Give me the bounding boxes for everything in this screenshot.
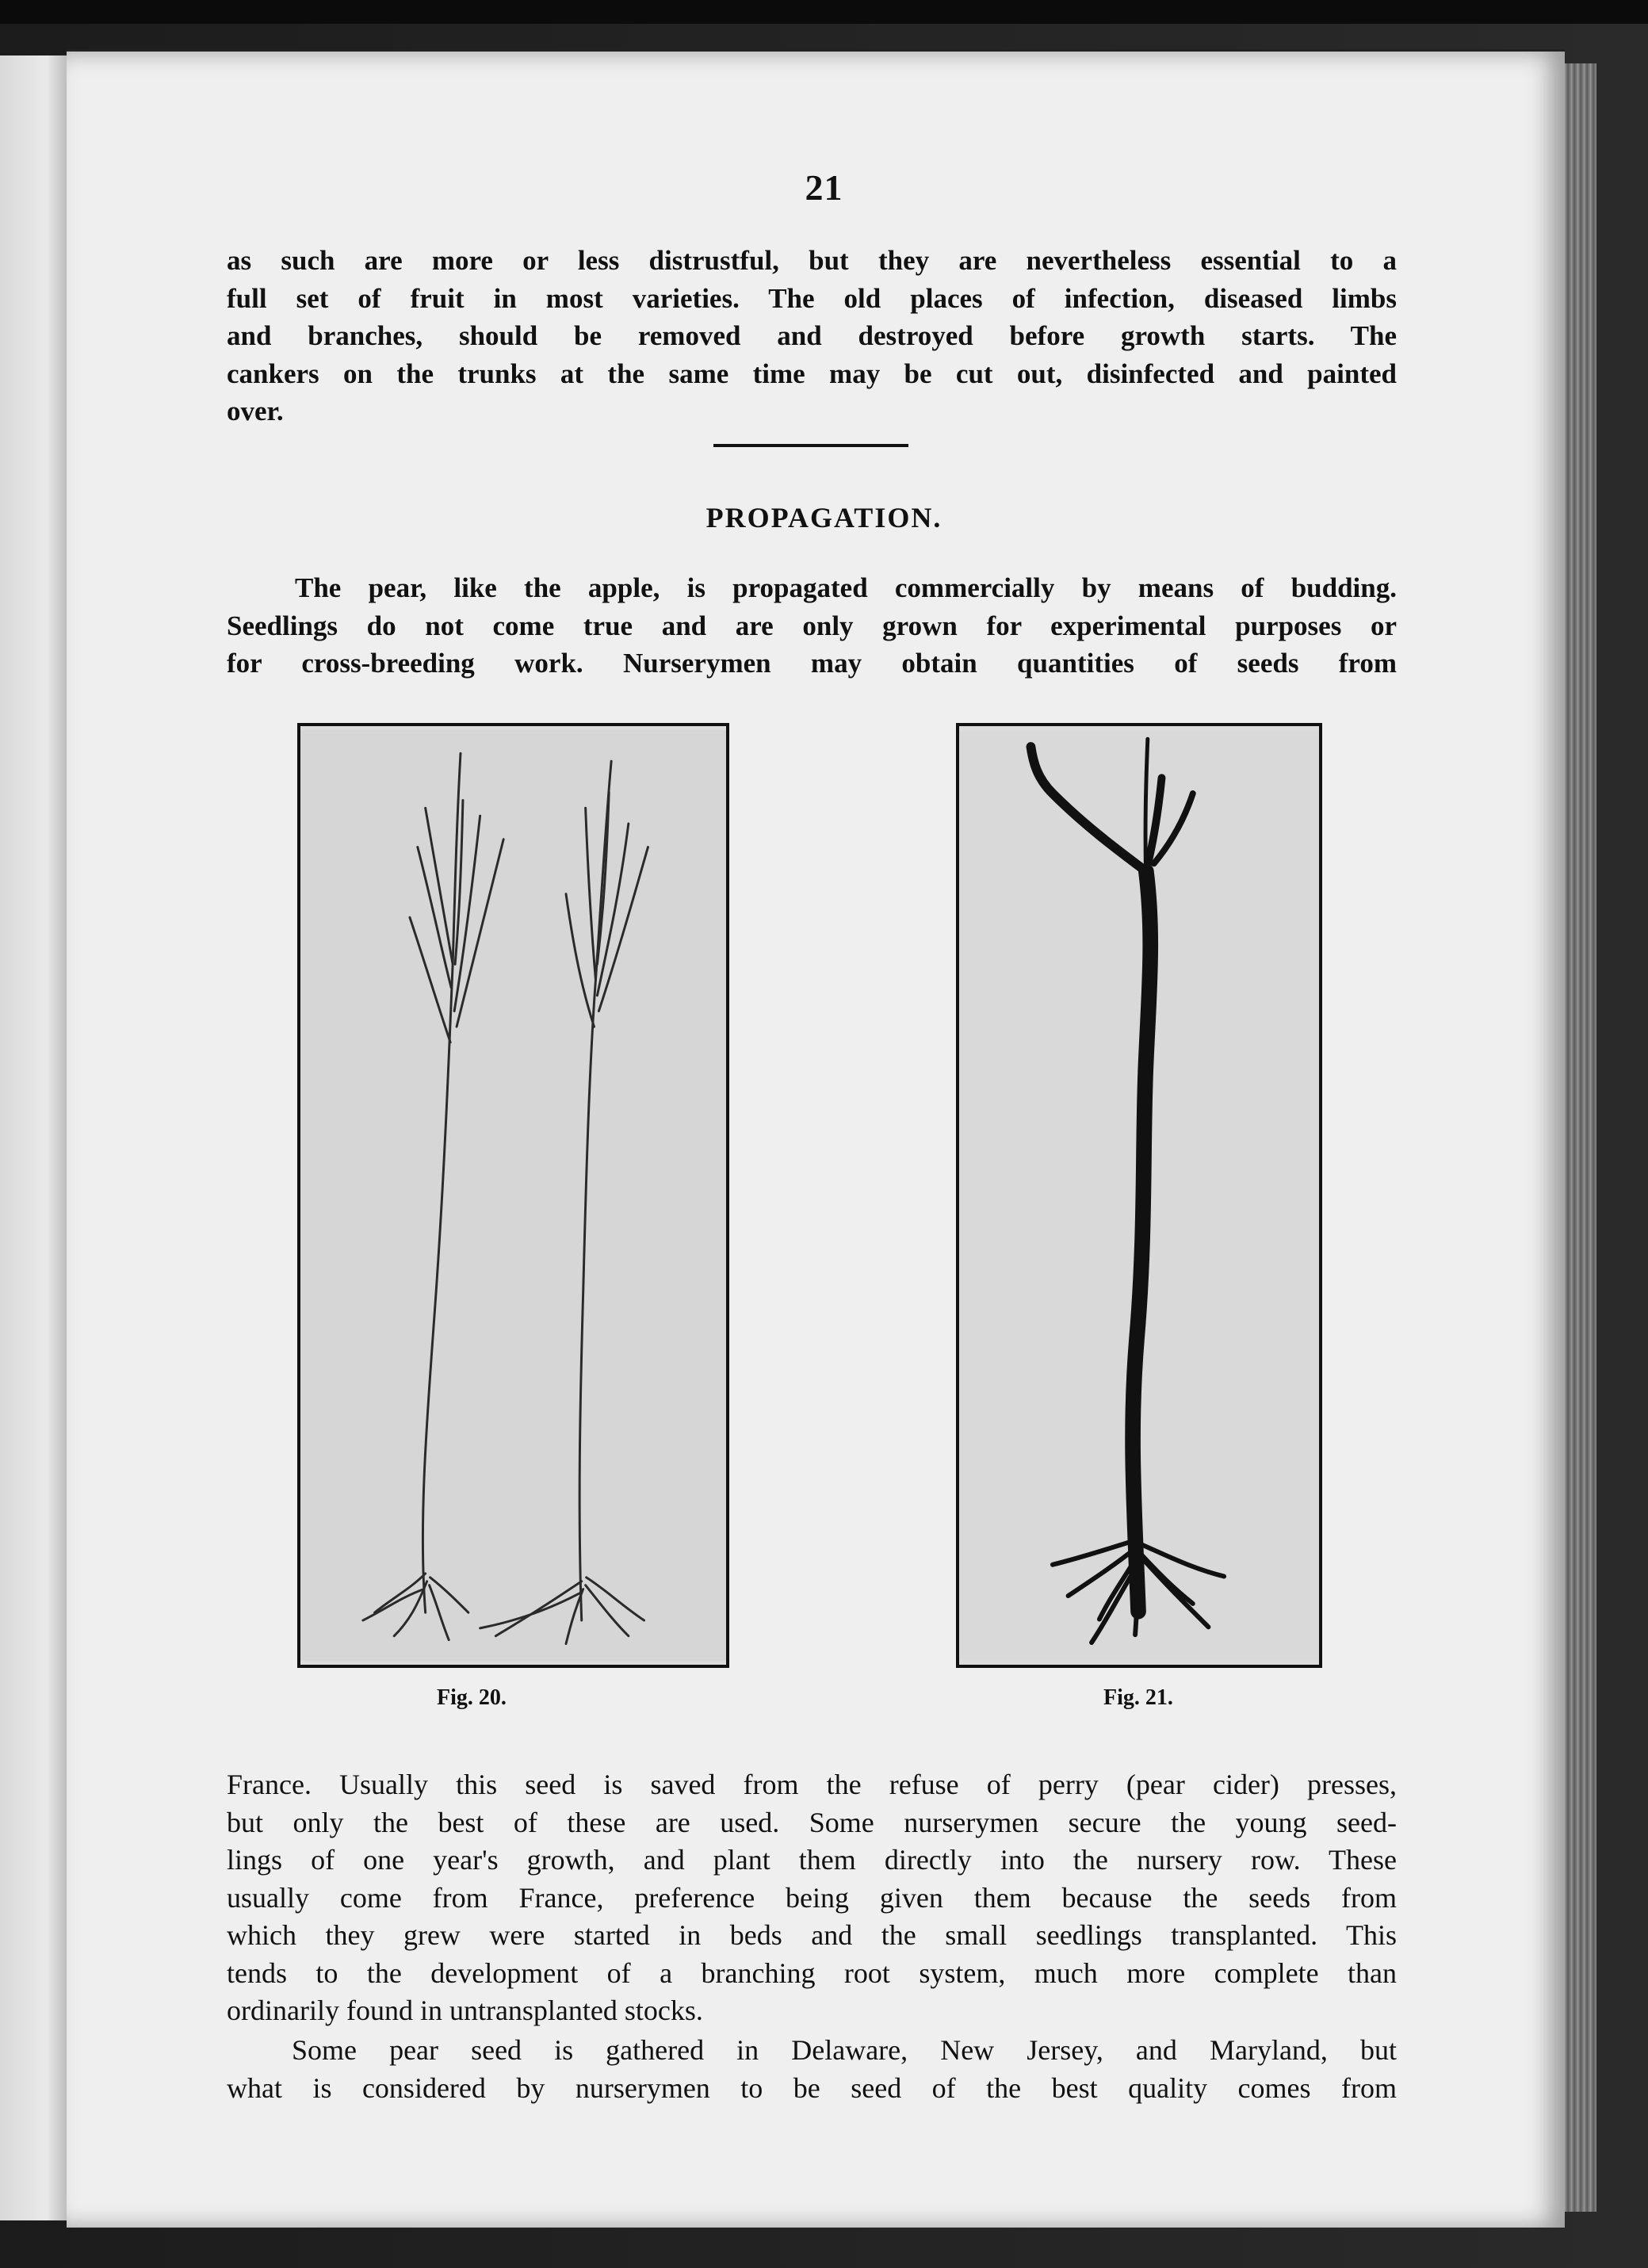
text-line: full set of fruit in most varieties. The old places of infection, diseased limbs bbox=[227, 282, 1397, 314]
section-heading: PROPAGATION. bbox=[705, 502, 943, 534]
text-line: and branches, should be removed and destroyed before growth starts. The bbox=[227, 320, 1397, 351]
page-number: 21 bbox=[805, 167, 843, 208]
text-line: The pear, like the apple, is propagated commercially by means of budding. bbox=[295, 572, 1397, 603]
text-line: but only the best of these are used. Some nurserymen secure the young seed- bbox=[227, 1806, 1397, 1838]
figure-21-caption: Fig. 21. bbox=[1103, 1685, 1173, 1710]
text-line: over. bbox=[227, 396, 284, 426]
continuation-paragraph bbox=[227, 1766, 1397, 2030]
final-paragraph bbox=[227, 2032, 1397, 2107]
text-line: as such are more or less distrustful, but they are nevertheless essential to a bbox=[227, 245, 1397, 276]
text-line: usually come from France, preference being given them because the seeds from bbox=[227, 1881, 1397, 1914]
text-line: for cross-breeding work. Nurserymen may obtain quantities of seeds from bbox=[227, 648, 1397, 679]
text-line: cankers on the trunks at the same time may be cut out, disinfected and painted bbox=[227, 358, 1397, 389]
budded-tree-illustration bbox=[959, 726, 1319, 1665]
text-line: what is considered by nurserymen to be seed of the best quality comes from bbox=[227, 2071, 1397, 2104]
propagation-paragraph bbox=[227, 569, 1397, 683]
section-divider bbox=[713, 444, 908, 447]
text-line: tends to the development of a branching root system, much more complete than bbox=[227, 1956, 1397, 1989]
figure-20 bbox=[297, 723, 729, 1668]
text-line: lings of one year's growth, and plant them directly into the nursery row. These bbox=[227, 1844, 1397, 1876]
seedlings-illustration bbox=[300, 726, 726, 1665]
left-page-edge bbox=[0, 55, 71, 2220]
text-line: Seedlings do not come true and are only grown for experimental purposes or bbox=[227, 610, 1397, 641]
intro-paragraph bbox=[227, 242, 1397, 430]
text-line: ordinarily found in untransplanted stocks. bbox=[227, 1995, 703, 2026]
text-line: which they grew were started in beds and the small seedlings transplanted. This bbox=[227, 1919, 1397, 1951]
figure-21 bbox=[956, 723, 1322, 1668]
figure-20-caption: Fig. 20. bbox=[437, 1685, 507, 1710]
text-line: France. Usually this seed is saved from the refuse of perry (pear cider) presses, bbox=[227, 1769, 1397, 1800]
page-stack-edge bbox=[1565, 63, 1596, 2212]
text-line: Some pear seed is gathered in Delaware, New Jersey, and Maryland, but bbox=[292, 2034, 1397, 2066]
